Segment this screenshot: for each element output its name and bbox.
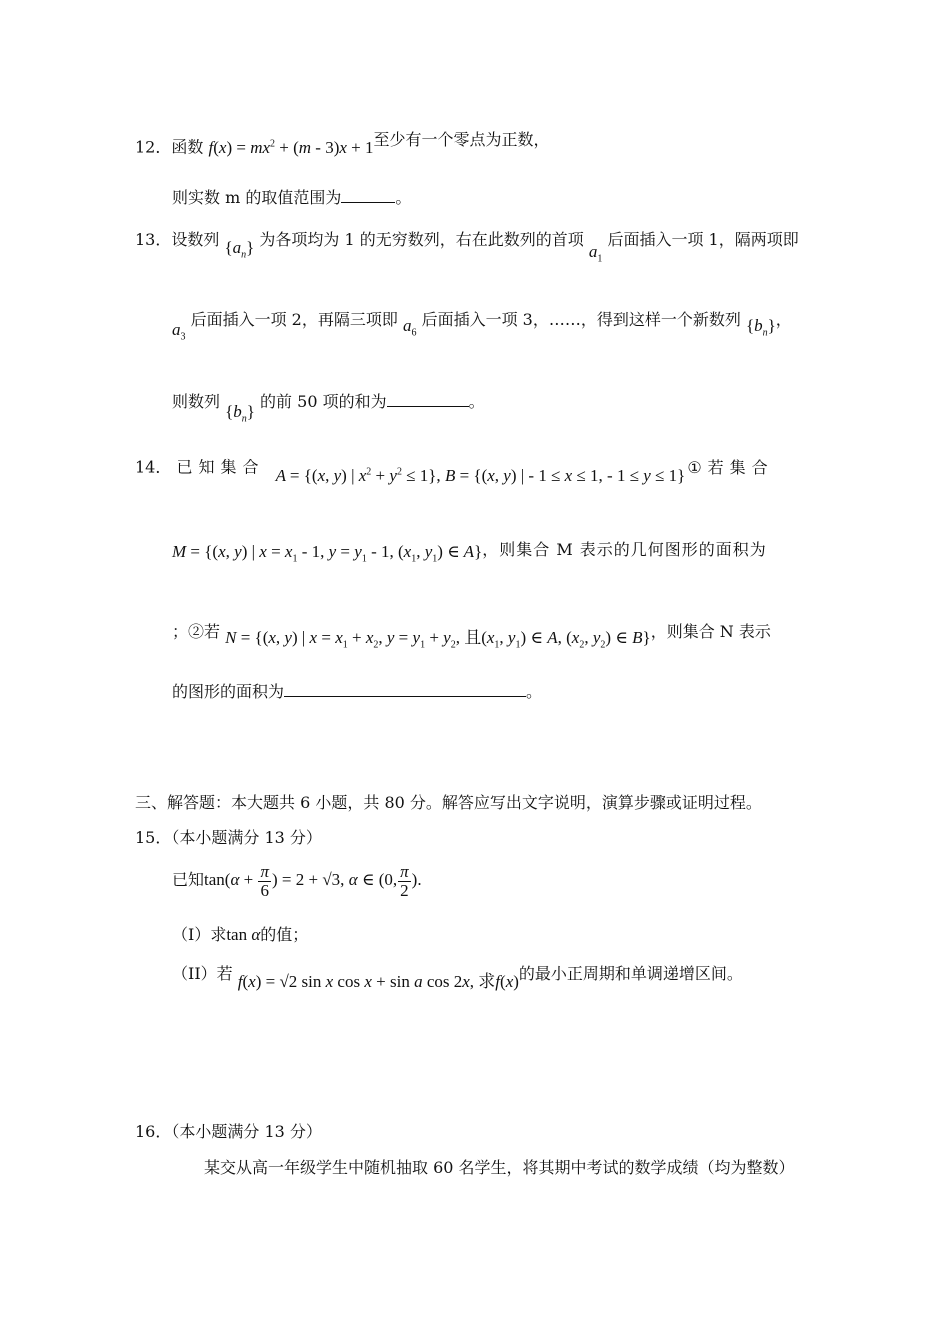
q12-number: 12． (135, 137, 172, 157)
q14-post: ①若集合 (687, 457, 774, 477)
q13-t8: 的前 50 项的和为 (260, 392, 387, 411)
q13-seq-b: $\{b_n\}$ (745, 316, 776, 339)
q12-line2 (172, 188, 411, 208)
q14-line2 (172, 540, 767, 567)
q14-line3 (172, 622, 771, 649)
q13-number: 13． (135, 230, 172, 249)
q13-line2 (172, 310, 792, 343)
q15-part2 (172, 964, 743, 991)
q13-t4: 后面插入一项 2，再隔三项即 (190, 310, 398, 329)
q13-t1: 设数列 (171, 230, 220, 249)
q13-t3: 后面插入一项 1，隔两项即 (607, 230, 799, 249)
q13-seq-b2: $\{b_n\}$ (225, 402, 255, 425)
q14-last-post: 。 (526, 682, 543, 701)
q13-t7: 则数列 (172, 392, 221, 411)
q13-t2: 为各项均为 1 的无穷数列，右在此数列的首项 (259, 230, 584, 249)
q16-header-line (135, 1122, 322, 1142)
q15-p2-formula: f(x) = √2 sin x cos x + sin a cos 2x, 求f(x) (237, 972, 519, 991)
q16-number: 16． (135, 1122, 172, 1141)
q15-given-formula: tan(α + $\frac{\pi}{6}$ ) = 2 + √3, α ∈ (0, $\frac{\pi}{2}$ ). (204, 861, 422, 900)
q13-a1: $a_1$ (588, 242, 603, 265)
q14-number: 14． (135, 457, 172, 477)
q12-line1 (135, 129, 550, 158)
q14-n-formula: N = {(x, y) | $x = x_1 + x_2$, $y = y_1 + y_2$, 且($x_1$, $y_1$) ∈ A, ($x_2$, $y_2$) ∈ B} (225, 628, 651, 651)
q14-sets-formula: A = {(x, y) | $x^2 + y^2 \le 1$}, B = {(x, y) | - 1 ≤ x ≤ 1, - 1 ≤ y ≤ 1} (275, 465, 686, 485)
q14-last-pre: 的图形的面积为 (172, 682, 285, 701)
q13-a6: $a_6$ (402, 316, 417, 339)
q13-t5: 后面插入一项 3，……，得到这样一个新数列 (421, 310, 741, 329)
q14-m-formula: M = {(x, y) | $x = x_1 - 1$, $y = y_1 - 1$, ($x_1$, $y_1$) ∈ A} (172, 542, 483, 565)
q15-number: 15． (135, 828, 172, 847)
q12-line2-pre: 则实数 m 的取值范围为 (172, 188, 342, 207)
q16-text: 某交从高一年级学生中随机抽取 60 名学生，将其期中考试的数学成绩（均为整数） (204, 1158, 795, 1177)
q14-line1 (135, 454, 774, 485)
q15-header: （本小题满分 13 分） (171, 828, 322, 847)
q16-header: （本小题满分 13 分） (171, 1122, 322, 1141)
q14-n-post: ，则集合 N 表示 (650, 622, 771, 641)
q12-pre: 函数 (171, 137, 204, 157)
q13-line1 (135, 230, 799, 265)
q14-line4 (172, 682, 542, 702)
q14-n-pre: ；②若 (172, 622, 221, 641)
q15-p1-label: （I）求 (172, 925, 227, 944)
q14-pre: 已知集合 (176, 457, 265, 477)
q14-m-post: ，则集合 M 表示的几何图形的面积为 (482, 540, 767, 559)
q12-answer-blank[interactable] (341, 188, 395, 203)
q13-seq-a: $\{a_n\}$ (224, 238, 255, 261)
q15-given-pre: 已知 (172, 870, 205, 889)
q15-p2-post: 的最小正周期和单调递增区间。 (518, 964, 743, 983)
q15-p1-formula: tan α (226, 925, 261, 944)
q12-formula: $f(x) = mx^2 + (m - 3)x + 1$ (208, 137, 374, 157)
q14-answer-blank[interactable] (284, 682, 526, 697)
q15-header-line (135, 828, 322, 848)
section-3-heading: 三、解答题：本大题共 6 小题，共 80 分。解答应写出文字说明，演算步骤或证明过程。 (135, 793, 762, 812)
q12-post: 至少有一个零点为正数， (373, 129, 550, 149)
q13-line3 (172, 392, 485, 425)
q13-t9: 。 (468, 392, 485, 411)
q15-p2-label: （II）若 (172, 964, 233, 983)
q15-part1 (172, 925, 308, 945)
q13-t6: ， (775, 310, 792, 329)
q13-a3: $a_3$ (172, 320, 186, 343)
q15-p1-post: 的值； (260, 925, 309, 944)
q13-answer-blank[interactable] (387, 392, 469, 407)
q15-given-line (172, 862, 422, 900)
q12-line2-post: 。 (395, 188, 412, 207)
